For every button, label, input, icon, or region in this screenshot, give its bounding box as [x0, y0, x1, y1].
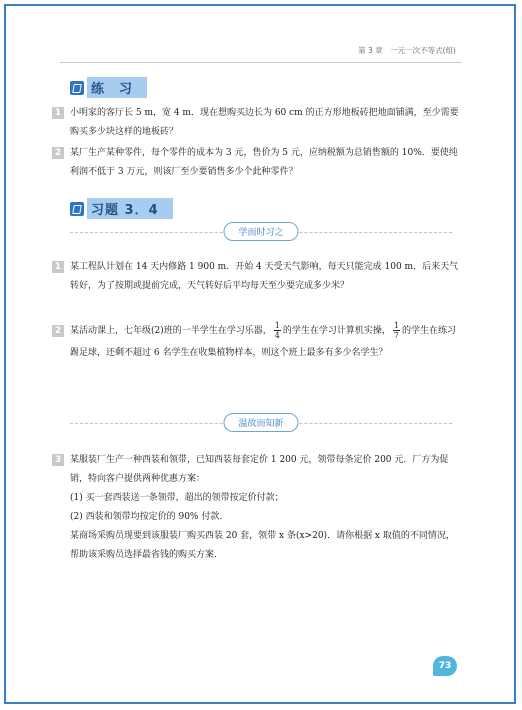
- exercise-problem-2: [54, 320, 460, 364]
- practice-problem-2-text: 某厂生产某种零件，每个零件的成本为 3 元，售价为 5 元，应纳税额为总销售额的 10%．要使纯利润不低于 3 万元，则该厂至少要销售多少个此种零件？: [70, 148, 458, 177]
- exercise-problem-3-text-b: (1) 买一套西装送一条领带，超出的领带按定价付款；: [70, 493, 284, 503]
- divider-label: 学而时习之: [223, 222, 298, 241]
- problem-number-2: 2: [52, 325, 64, 337]
- pencil-note-icon: [70, 81, 84, 95]
- exercise-problem-2-text-c: 的学生在练习踢足球，还剩不超过 6 名学生在收集植物样本，则这个班上最多有多少名学生？: [70, 326, 456, 358]
- problem-number-3: 3: [52, 454, 64, 466]
- header-rule: [60, 62, 462, 63]
- divider-review: [70, 222, 452, 242]
- practice-section-title: [70, 77, 147, 98]
- exercise-problem-3-text-a: 某服装厂生产一种西装和领带，已知西装每套定价 1 200 元，领带每条定价 200 元．厂方为促销，特向客户提供两种优惠方案：: [70, 455, 449, 484]
- pencil-note-icon: [70, 202, 84, 216]
- exercise-problem-3: [54, 451, 460, 565]
- practice-problem-1-text: 小明家的客厅长 5 m，宽 4 m．现在想购买边长为 60 cm 的正方形地板砖把地面铺满，至少需要购买多少块这样的地板砖？: [70, 108, 459, 137]
- fraction-one-quarter: [274, 321, 281, 340]
- practice-problem-1: [54, 104, 460, 142]
- fraction-denominator: 4: [274, 331, 280, 340]
- fraction-numerator: 1: [393, 321, 399, 330]
- practice-problem-2: [54, 144, 460, 182]
- chapter-header: 第 3 章 一元一次不等式(组): [358, 46, 456, 55]
- exercise-problem-1-text: 某工程队计划在 14 天内修路 1 900 m．开始 4 天受天气影响，每天只能完成 100 m．后来天气转好，为了按期或提前完成，天气转好后平均每天至少要完成多少米？: [70, 262, 459, 291]
- exercise-problem-3-text-d: 某商场采购员现要到该服装厂购买西装 20 套，领带 x 条(x>20)．请你根据 x 取值的不同情况，帮助该采购员选择最省钱的购买方案．: [70, 531, 455, 560]
- fraction-one-seventh: [393, 321, 400, 340]
- practice-title-label: 练 习: [87, 77, 147, 98]
- exercise-problem-2-text-b: 的学生在学习计算机实操，: [282, 326, 391, 336]
- problem-number-1: 1: [52, 107, 64, 119]
- exercise-problem-2-text-a: 某活动课上，七年级(2)班的一半学生在学习乐器，: [70, 326, 272, 336]
- fraction-numerator: 1: [274, 321, 280, 330]
- problem-number-2: 2: [52, 147, 64, 159]
- divider-label: 温故而知新: [223, 413, 298, 432]
- exercise-section-title: [70, 198, 173, 219]
- problem-number-1: 1: [52, 261, 64, 273]
- divider-review-old: [70, 413, 452, 433]
- exercise-problem-3-text-c: (2) 西装和领带均按定价的 90% 付款．: [70, 512, 229, 522]
- exercise-problem-1: [54, 258, 460, 296]
- fraction-denominator: 7: [393, 331, 399, 340]
- page-number-badge: 73: [433, 656, 457, 676]
- exercise-title-label: 习题 3．4: [87, 198, 173, 219]
